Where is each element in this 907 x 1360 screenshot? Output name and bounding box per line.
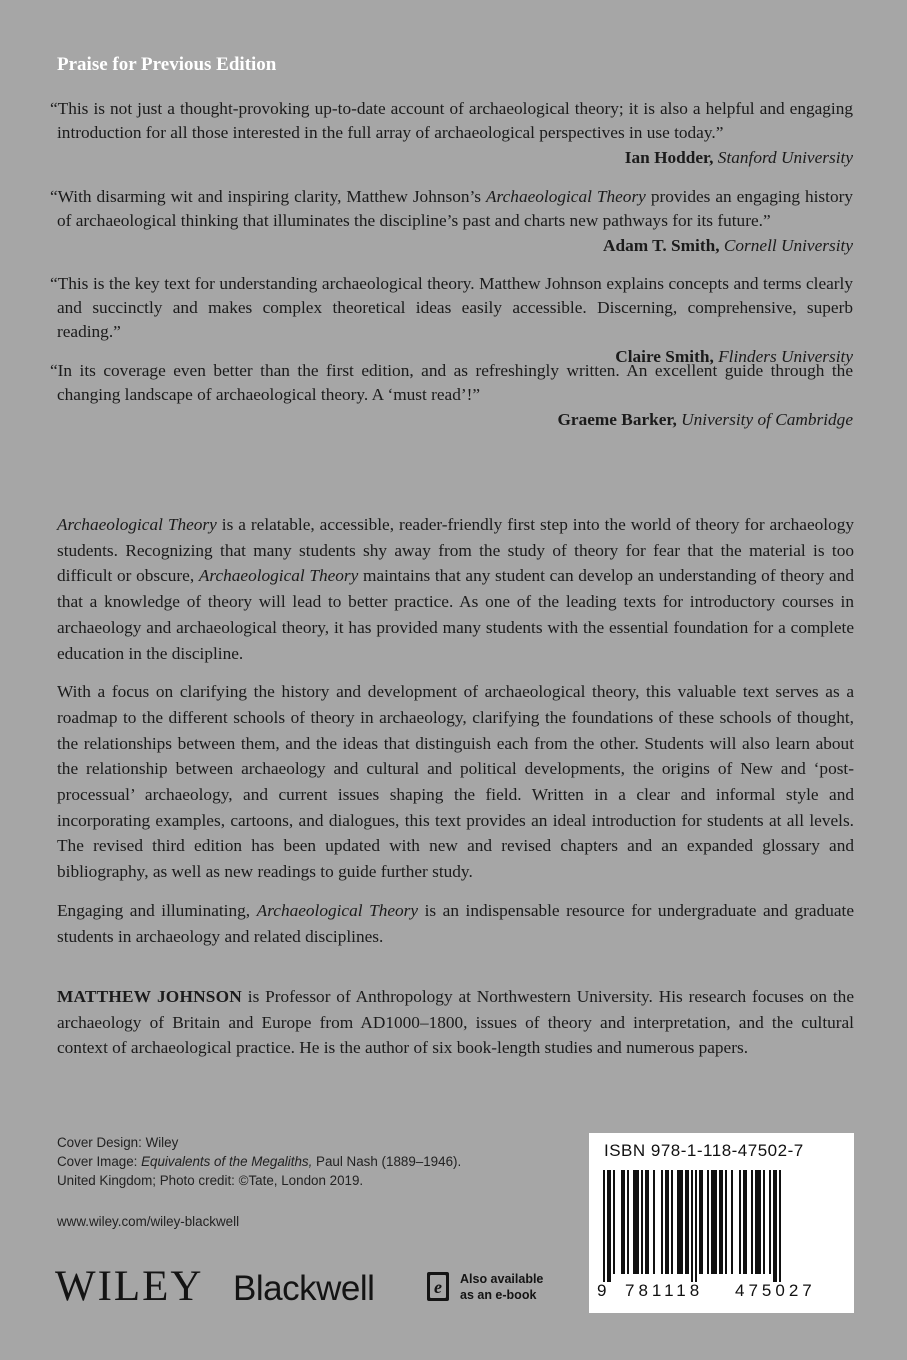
praise-heading: Praise for Previous Edition (57, 54, 277, 75)
barcode-bar (755, 1170, 761, 1274)
cover-image-credit: Cover Image: Equivalents of the Megaliths, Paul Nash (1889–1946). (57, 1154, 462, 1169)
quote-text: “This is the key text for understanding archaeological theory. Matthew Johnson explains concepts and terms clearly and succinctly and makes complex theoretical ideas easily accessible. Discerning, comprehensive, superb reading.” (50, 274, 853, 341)
praise-quote-claire-smith (50, 272, 853, 369)
quote-attribution: Claire Smith, Flinders University (615, 347, 853, 366)
barcode-bar (743, 1170, 747, 1274)
barcode-bar (711, 1170, 717, 1274)
barcode-bars (603, 1170, 840, 1282)
barcode-bar (641, 1170, 643, 1274)
wiley-logo: WILEY (55, 1263, 204, 1310)
quote-text: “This is not just a thought-provoking up-to-date account of archaeological theory; it is also a helpful and engaging introduction for all those interested in the full array of archaeological perspectives in use today.” (50, 99, 853, 142)
barcode-bar (699, 1170, 703, 1274)
barcode-bar (665, 1170, 669, 1274)
description-paragraph-2: With a focus on clarifying the history and development of archaeological theory, this valuable text serves as a roadmap to the different schools of theory in archaeology, clarifying the foundations of these schools of thought, the relationships between them, and the ideas that distinguish each from the other. Students will also learn about the relationship between archaeology and cultural and political developments, the origins of New and ‘post-processual’ archaeology, and current issues shaping the field. Written in a clear and informal style and incorporating examples, cartoons, and dialogues, this text provides an ideal introduction for students at all levels. The revised third edition has been updated with new and revised chapters and an expanded glossary and bibliography, as well as new readings to guide further study. (57, 682, 854, 882)
barcode-bar (621, 1170, 625, 1274)
quote-text: “In its coverage even better than the first edition, and as refreshingly written. An excellent guide through the changing landscape of archaeological theory. A ‘must read’!” (50, 361, 853, 404)
barcode-bar (725, 1170, 727, 1274)
barcode-bar (685, 1170, 689, 1274)
praise-quote-barker (50, 359, 853, 432)
quote-text: “With disarming wit and inspiring clarity, Matthew Johnson’s Archaeological Theory provides an engaging history of archaeological thinking that illuminates the discipline’s past and charts new pathways for its future.” (50, 187, 853, 230)
author-bio (57, 984, 854, 1074)
barcode-bar (731, 1170, 733, 1274)
barcode-bar (671, 1170, 673, 1274)
barcode-bar (773, 1170, 777, 1282)
barcode-bar (607, 1170, 611, 1282)
barcode-bar (653, 1170, 655, 1274)
svg-text:e: e (434, 1277, 442, 1297)
description-paragraph-3: Engaging and illuminating, Archaeological Theory is an indispensable resource for undergraduate and graduate students in archaeology and related disciplines. (57, 900, 854, 946)
book-description (57, 512, 854, 962)
barcode-bar (677, 1170, 683, 1274)
barcode-bar (627, 1170, 629, 1274)
barcode-bar (613, 1170, 615, 1274)
publisher-url: www.wiley.com/wiley-blackwell (57, 1214, 240, 1229)
barcode-bar (739, 1170, 741, 1274)
isbn-label: ISBN 978-1-118-47502-7 (604, 1141, 804, 1160)
barcode-bar (645, 1170, 649, 1274)
ebook-availability: Also available as an e-book (460, 1272, 544, 1302)
photo-credit: United Kingdom; Photo credit: ©Tate, London 2019. (57, 1173, 364, 1188)
quote-attribution: Graeme Barker, University of Cambridge (557, 410, 853, 429)
barcode-bar (695, 1170, 697, 1282)
barcode-bar (707, 1170, 709, 1274)
barcode-bar (779, 1170, 781, 1282)
cover-credits (57, 1133, 461, 1190)
praise-quote-hodder (50, 97, 853, 170)
barcode-bar (691, 1170, 693, 1282)
quote-attribution: Adam T. Smith, Cornell University (603, 236, 853, 255)
barcode-bar (763, 1170, 765, 1274)
barcode-bar (633, 1170, 639, 1274)
author-name: MATTHEW JOHNSON (57, 987, 242, 1006)
barcode-bar (661, 1170, 663, 1274)
barcode-bar (769, 1170, 771, 1274)
description-paragraph-1: Archaeological Theory is a relatable, accessible, reader-friendly first step into the world of theory for archaeology students. Recognizing that many students shy away from the study of theory for fear that the material is too difficult or obscure, Archaeological Theory maintains that any student can develop an understanding of theory and that a knowledge of theory will lead to better practice. As one of the leading texts for introductory courses in archaeology and archaeological theory, it has provided many students with the essential foundation for a complete education in the discipline. (57, 515, 855, 663)
blackwell-logo: Blackwell (233, 1269, 375, 1308)
barcode-bar (719, 1170, 723, 1274)
barcode-bar (603, 1170, 605, 1282)
cover-design-credit: Cover Design: Wiley (57, 1135, 179, 1150)
isbn-barcode: ISBN 978-1-118-47502-7 9 781118 475027 (589, 1133, 854, 1313)
praise-quote-smith (50, 185, 853, 258)
author-bio-text: MATTHEW JOHNSON is Professor of Anthropology at Northwestern University. His research focuses on the archaeology of Britain and Europe from AD1000–1800, issues of theory and interpretation, and the cultural context of archaeological practice. He is the author of six book-length studies and numerous papers. (57, 987, 854, 1058)
e-book-icon (426, 1271, 452, 1303)
quote-attribution: Ian Hodder, Stanford University (624, 148, 853, 167)
barcode-bar (751, 1170, 753, 1274)
